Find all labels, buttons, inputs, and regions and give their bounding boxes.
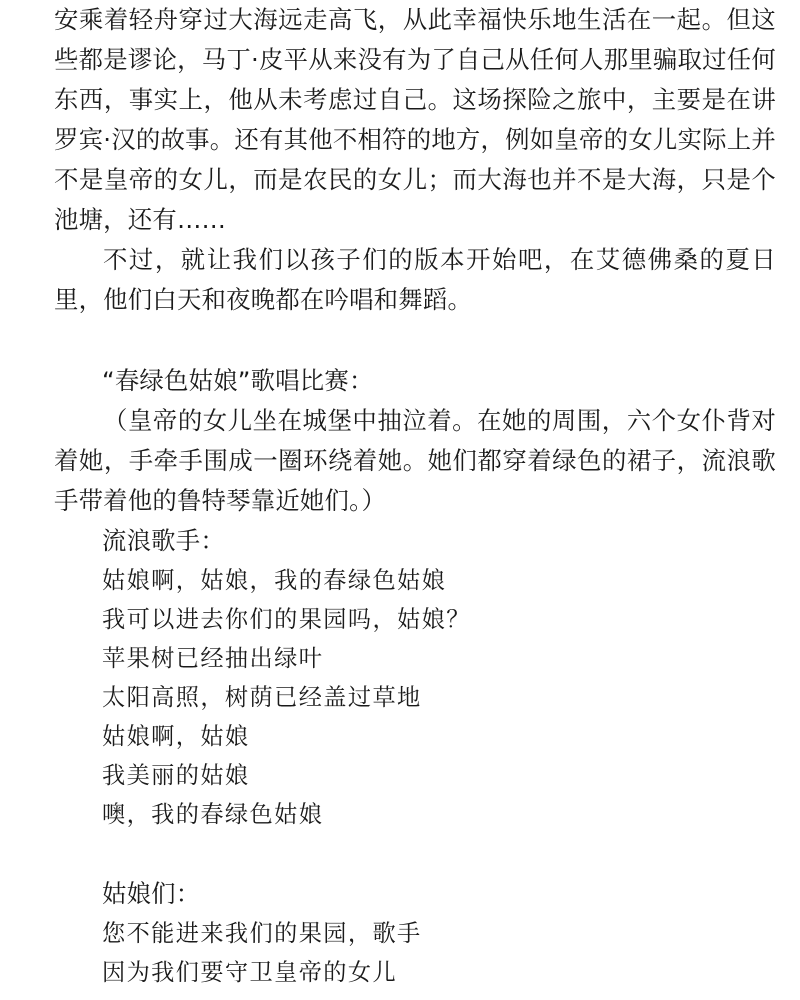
verse-line: 因为我们要守卫皇帝的女儿	[102, 959, 398, 986]
verse-line: 姑娘啊，姑娘	[102, 723, 250, 750]
narrative-paragraph: 不过，就让我们以孩子们的版本开始吧，在艾德佛桑的夏日里，他们白天和夜晚都在吟唱和舞蹈。	[54, 245, 776, 314]
narrative-paragraph: 安乘着轻舟穿过大海远走高飞，从此幸福快乐地生活在一起。但这些都是谬论，马丁·皮平从来没有为了自己从任何人那里骗取过任何东西，事实上，他从未考虑过自己。这场探险之旅中，主要是在讲罗宾·汉的故事。还有其他不相符的地方，例如皇帝的女儿实际上并不是皇帝的女儿，而是农民的女儿；而大海也并不是大海，只是个池塘，还有……	[54, 5, 776, 234]
verse-line: 苹果树已经抽出绿叶	[102, 645, 324, 672]
verse-line: 太阳高照，树荫已经盖过草地	[102, 684, 422, 711]
song-contest-title: “春绿色姑娘”歌唱比赛：	[102, 366, 374, 395]
speaker-label: 姑娘们：	[102, 879, 201, 908]
verse-line: 姑娘啊，姑娘，我的春绿色姑娘	[102, 567, 447, 594]
stage-direction: （皇帝的女儿坐在城堡中抽泣着。在她的周围，六个女仆背对着她，手牵手围成一圈环绕着她。她们都穿着绿色的裙子，流浪歌手带着他的鲁特琴靠近她们。）	[54, 406, 776, 515]
verse-line: 我美丽的姑娘	[102, 762, 250, 789]
verse-line: 噢，我的春绿色姑娘	[102, 801, 324, 828]
verse-line: 您不能进来我们的果园，歌手	[102, 920, 422, 947]
speaker-label: 流浪歌手：	[102, 526, 225, 555]
verse-line: 我可以进去你们的果园吗，姑娘？	[102, 606, 471, 633]
